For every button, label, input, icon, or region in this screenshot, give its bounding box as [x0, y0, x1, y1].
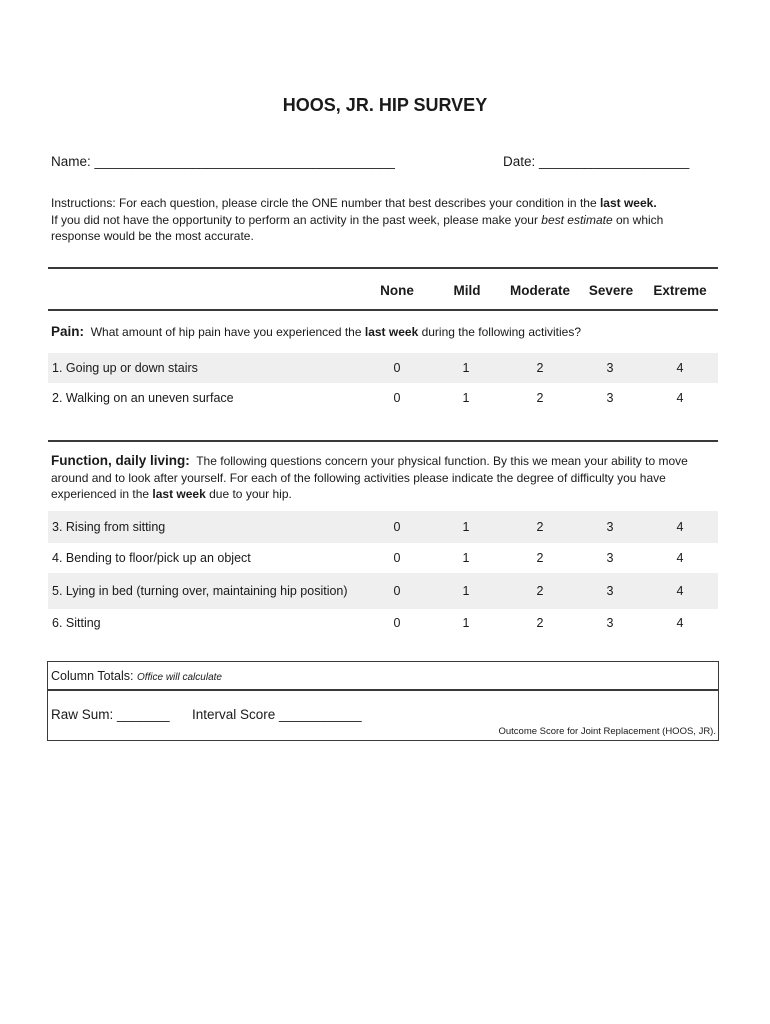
function-label: Function, daily living: [51, 453, 190, 468]
page-title: HOOS, JR. HIP SURVEY [282, 95, 488, 115]
score-4-mild[interactable]: 1 [462, 551, 470, 565]
instructions-best-estimate: best estimate [541, 212, 613, 227]
pain-text-end: during the following activities? [418, 325, 582, 339]
instructions-line2: If you did not have the opportunity to perform an activity in the past week, please make your [51, 212, 542, 227]
function-section-header [51, 453, 721, 503]
column-totals-label: Column Totals: [51, 669, 134, 683]
date-field[interactable] [503, 154, 689, 169]
question-text-6: 6. Sitting [52, 616, 101, 630]
instructions [51, 195, 731, 245]
question-row-4 [48, 543, 718, 573]
function-text-line2: around and to look after yourself. For each of the following activities please indicate the degree of difficulty you have [51, 470, 666, 485]
score-3-extreme[interactable]: 4 [676, 520, 684, 534]
score-1-none[interactable]: 0 [393, 361, 401, 375]
score-5-severe[interactable]: 3 [606, 584, 614, 598]
score-3-severe[interactable]: 3 [606, 520, 614, 534]
pain-section-header [51, 324, 721, 341]
function-text-line1: The following questions concern your physical function. By this we mean your ability to move [196, 454, 688, 468]
score-6-none[interactable]: 0 [393, 616, 401, 630]
score-5-mild[interactable]: 1 [462, 584, 470, 598]
column-none: None [380, 283, 414, 298]
score-2-moderate[interactable]: 2 [536, 391, 544, 405]
column-mild: Mild [453, 283, 481, 298]
name-field[interactable] [51, 154, 395, 169]
score-6-moderate[interactable]: 2 [536, 616, 544, 630]
pain-text: What amount of hip pain have you experienced the [90, 325, 365, 339]
question-row-3 [48, 511, 718, 543]
score-2-mild[interactable]: 1 [462, 391, 470, 405]
column-totals [51, 669, 222, 683]
interval-score-field[interactable]: Interval Score ___________ [192, 707, 362, 722]
question-text-4: 4. Bending to floor/pick up an object [52, 551, 251, 565]
score-2-extreme[interactable]: 4 [676, 391, 684, 405]
score-4-severe[interactable]: 3 [606, 551, 614, 565]
question-row-5 [48, 573, 718, 609]
question-row-2 [48, 383, 718, 413]
divider-top [48, 267, 718, 269]
name-blank: ________________________________________ [94, 154, 395, 169]
instructions-last-week: last week. [599, 196, 657, 210]
score-2-none[interactable]: 0 [393, 391, 401, 405]
footer-note: Outcome Score for Joint Replacement (HOOS, JR). [498, 726, 716, 737]
score-1-extreme[interactable]: 4 [676, 361, 684, 375]
column-extreme: Extreme [653, 283, 707, 298]
column-moderate: Moderate [509, 283, 570, 298]
score-1-mild[interactable]: 1 [462, 361, 470, 375]
score-2-severe[interactable]: 3 [606, 391, 614, 405]
score-1-severe[interactable]: 3 [606, 361, 614, 375]
score-5-extreme[interactable]: 4 [676, 584, 684, 598]
date-label: Date: [503, 154, 536, 169]
question-text-1: 1. Going up or down stairs [52, 361, 198, 375]
function-text-line3-end: due to your hip. [205, 487, 292, 501]
divider-header [48, 309, 718, 311]
score-3-moderate[interactable]: 2 [536, 520, 544, 534]
instructions-line2-end: on which [612, 212, 664, 227]
instructions-line3: response would be the most accurate. [51, 229, 254, 243]
score-4-none[interactable]: 0 [393, 551, 401, 565]
score-6-severe[interactable]: 3 [606, 616, 614, 630]
divider-function [48, 440, 718, 442]
instructions-line1: Instructions: For each question, please circle the ONE number that best describes your condition in the [51, 196, 600, 210]
score-4-extreme[interactable]: 4 [676, 551, 684, 565]
score-6-extreme[interactable]: 4 [676, 616, 684, 630]
score-5-moderate[interactable]: 2 [536, 584, 544, 598]
raw-sum-field[interactable]: Raw Sum: _______ [51, 707, 170, 722]
score-6-mild[interactable]: 1 [462, 616, 470, 630]
question-text-5: 5. Lying in bed (turning over, maintaining hip position) [52, 584, 348, 598]
score-5-none[interactable]: 0 [393, 584, 401, 598]
totals-box [47, 661, 719, 741]
pain-last-week: last week [364, 325, 419, 339]
pain-label: Pain: [51, 324, 85, 339]
column-severe: Severe [588, 283, 634, 298]
date-blank: ____________________ [539, 154, 690, 169]
column-totals-note: Office will calculate [136, 672, 222, 683]
score-4-moderate[interactable]: 2 [536, 551, 544, 565]
score-1-moderate[interactable]: 2 [536, 361, 544, 375]
score-3-mild[interactable]: 1 [462, 520, 470, 534]
question-row-1 [48, 353, 718, 383]
name-label: Name: [51, 154, 91, 169]
totals-divider [48, 689, 718, 691]
score-3-none[interactable]: 0 [393, 520, 401, 534]
question-text-3: 3. Rising from sitting [52, 520, 166, 534]
question-row-6 [48, 609, 718, 639]
function-text-line3: experienced in the [51, 487, 153, 501]
function-last-week: last week [152, 487, 206, 501]
question-text-2: 2. Walking on an uneven surface [52, 391, 234, 405]
